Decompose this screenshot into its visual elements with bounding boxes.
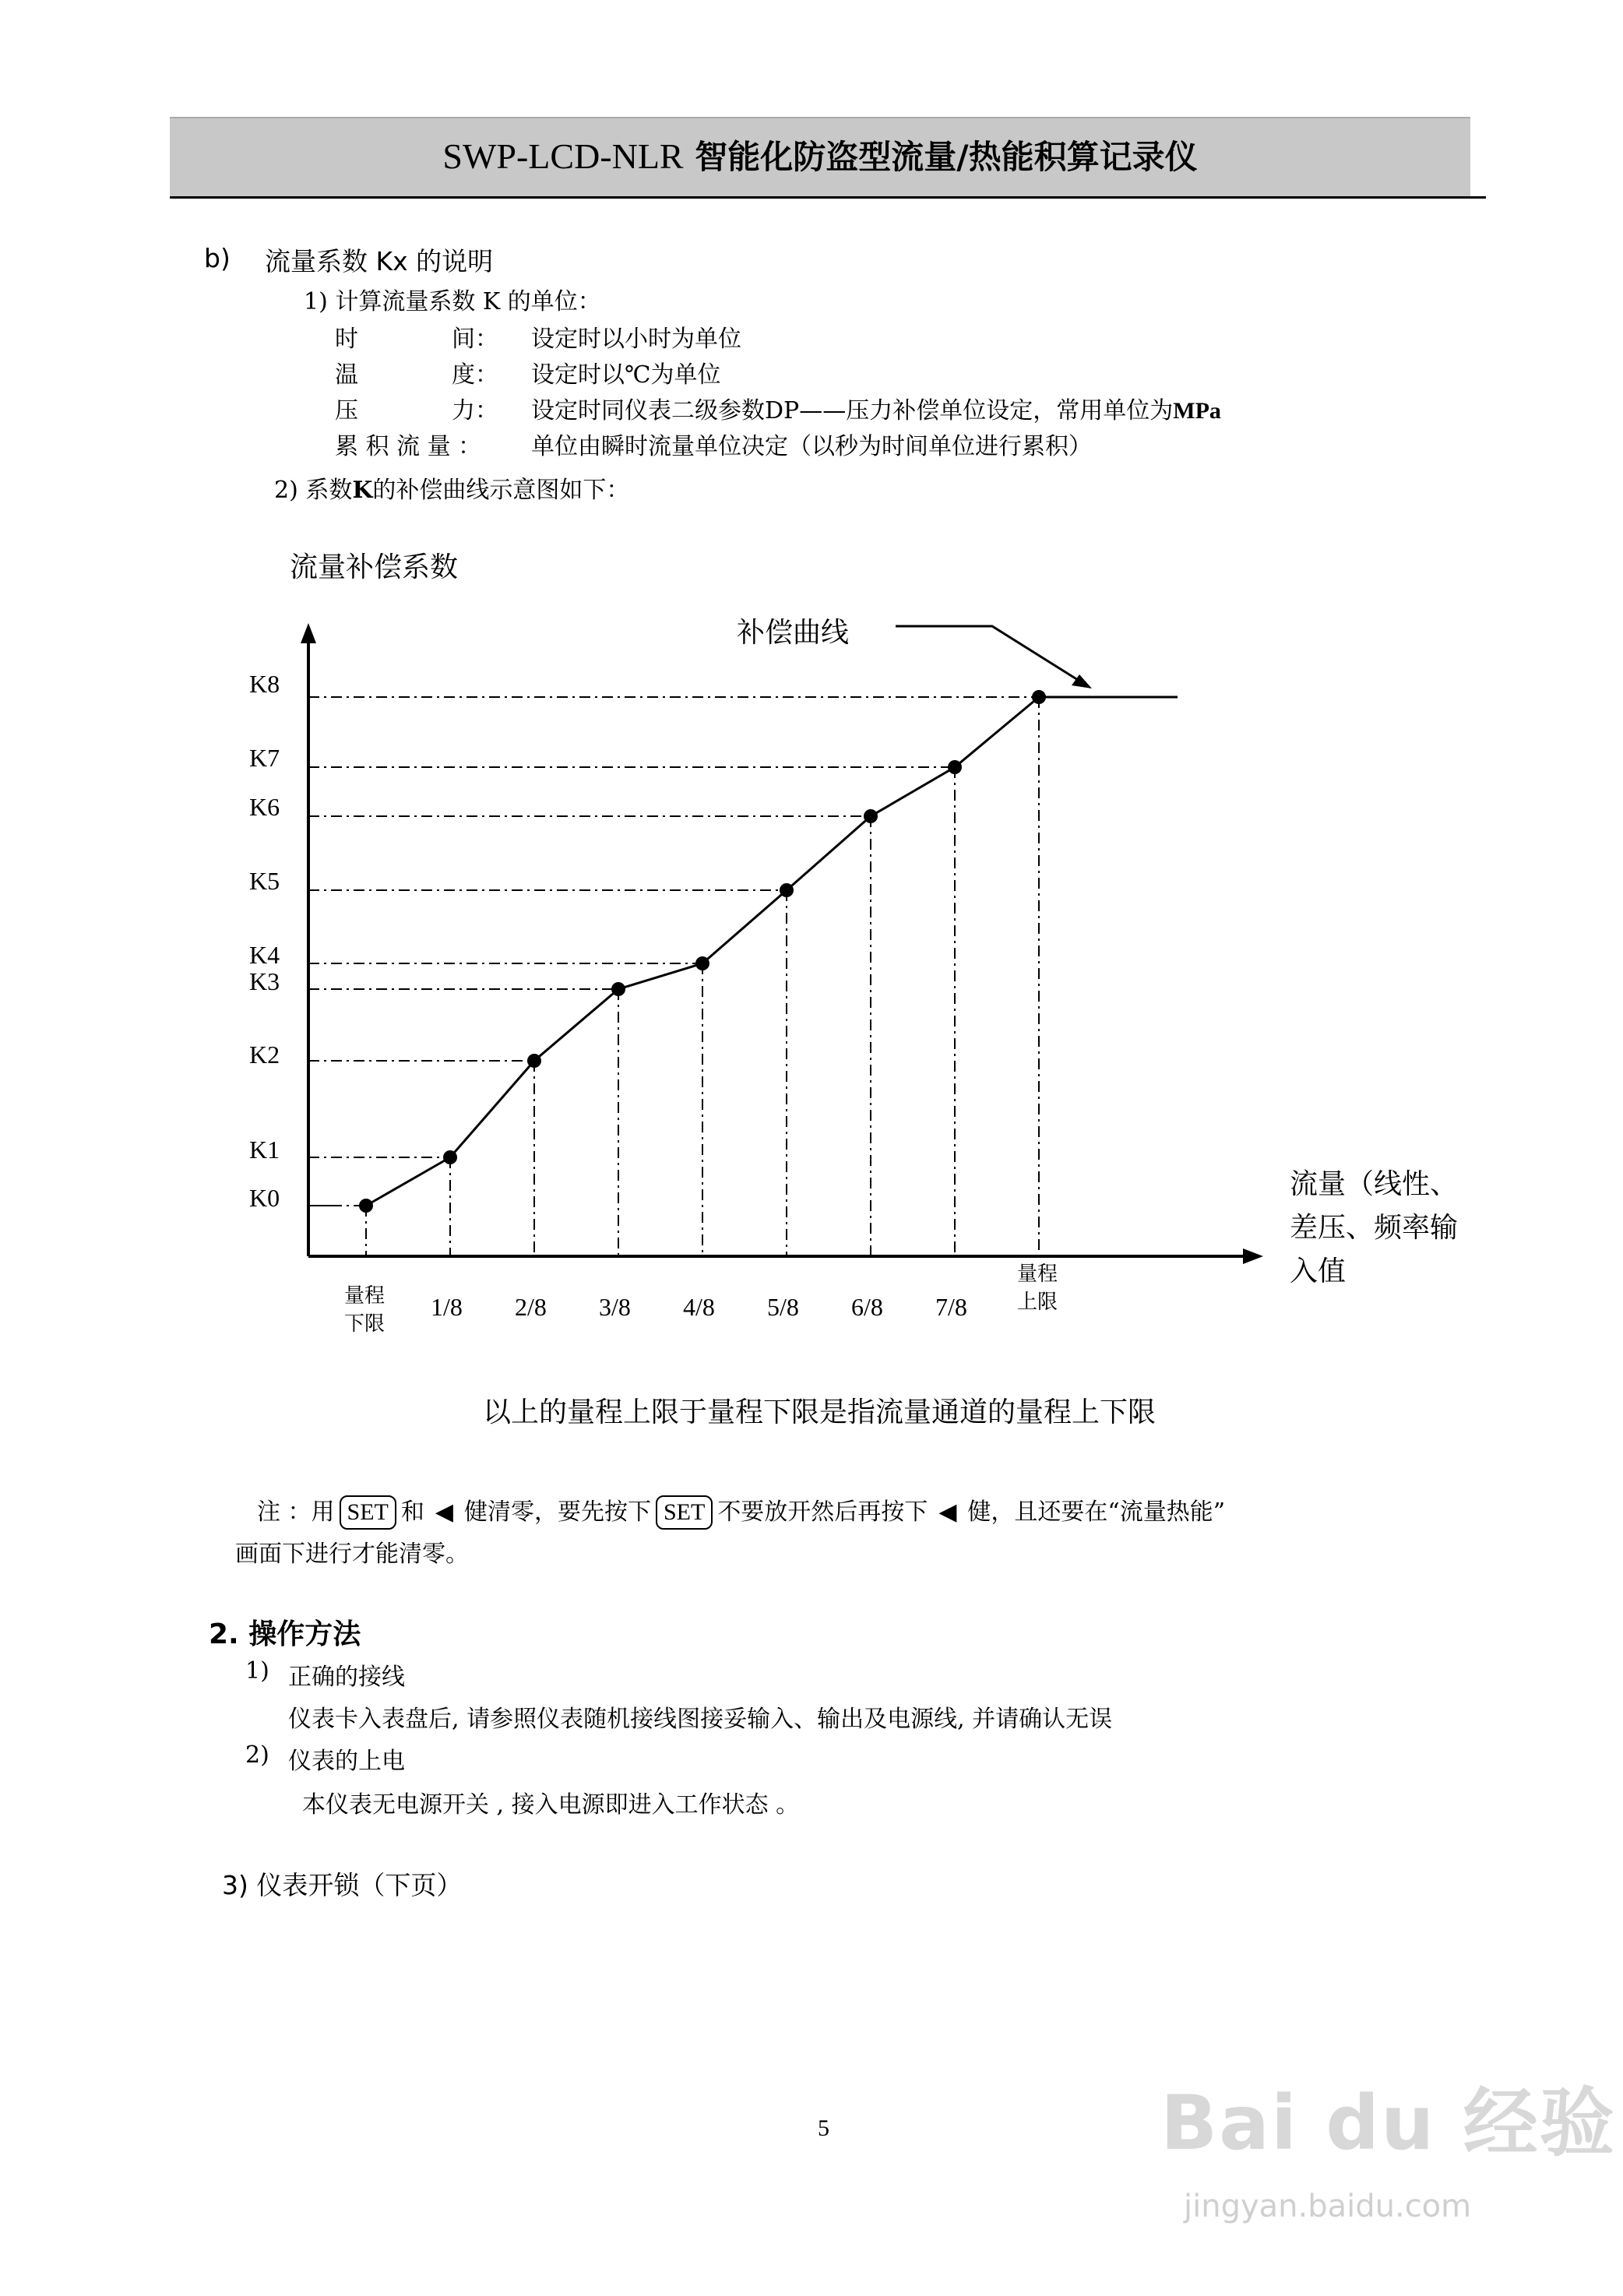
chart-curve-label: 补偿曲线 [737,617,850,649]
curve-point-K6 [864,809,878,823]
section2-num: 2. [209,1618,239,1650]
x-tick-label-0 [344,1282,385,1338]
section2-heading [209,1612,361,1652]
x-tick-label-1: 1/8 [431,1293,463,1321]
y-tick-label-K2: K2 [249,1041,280,1069]
curve-point-K1 [443,1150,457,1164]
x-tick-label-6: 6/8 [851,1293,883,1321]
note-mid3: 健，且还要在“流量热能” [967,1498,1226,1526]
y-tick-label-K3: K3 [249,967,280,995]
curve-point-K3 [611,982,625,996]
section2-item2-num: 2) [245,1741,269,1769]
y-tick-label-K0: K0 [249,1184,280,1212]
curve-point-K5 [780,883,794,897]
curve-point-K7 [948,760,962,774]
y-tick-label-K7: K7 [249,744,280,772]
chart-xlabel-line1: 流量（线性、 [1290,1168,1459,1200]
section-b-item1: 1) 计算流量系数 K 的单位： [304,288,601,315]
y-tick-label-K5: K5 [249,867,280,895]
curve-point-K4 [695,956,709,970]
note-line1 [257,1495,1225,1530]
curve-point-K8 [1032,690,1046,704]
section-b-heading: 流量系数 Kx 的说明 [265,246,494,276]
section2-item1-title: 正确的接线 [288,1664,405,1691]
x-tick-label-2: 2/8 [515,1293,547,1321]
watermark-url: jingyan.baidu.com [1184,2189,1472,2224]
item2-pre: 2) 系数 [274,477,353,504]
chart-axes [301,623,1263,1264]
section2-item1-num: 1) [245,1657,269,1685]
section2-item3: 3) 仪表开锁（下页） [222,1870,463,1900]
unit-time-desc: 设定时以小时为单位 [531,326,741,353]
header-title-cn: 智能化防盗型流量/热能积算记录仪 [695,138,1198,176]
unit-pressure-mpa: MPa [1173,398,1221,424]
item2-post: 的补偿曲线示意图如下： [372,477,630,504]
section2-item1-body: 仪表卡入表盘后, 请参照仪表随机接线图接妥输入、输出及电源线, 并请确认无误 [288,1706,1113,1733]
item2-bold: K [352,477,373,504]
unit-time-name: 时 间： [335,326,498,353]
x-tick-label-7: 7/8 [935,1293,967,1321]
unit-flow-name: 累 积 流 量 ： [335,433,482,460]
chart-xlabel-line3: 入值 [1290,1255,1347,1287]
y-tick-label-K6: K6 [249,793,280,821]
set-key-icon: SET [340,1495,396,1530]
x-tick-label-8-line-0: 量程 [1017,1262,1058,1286]
y-tick-label-K1: K1 [249,1136,280,1164]
chart-caption: 以上的量程上限于量程下限是指流量通道的量程上下限 [483,1396,1157,1428]
unit-pressure-name: 压 力： [335,397,498,424]
y-tick-label-K4: K4 [249,941,280,969]
x-tick-label-5: 5/8 [767,1293,799,1321]
curve-point-K2 [527,1054,541,1068]
unit-temp-desc: 设定时以℃为单位 [531,361,721,389]
left-arrow-key-icon-2: ◀ [938,1498,957,1526]
baidu-jingyan-watermark: Bai du 经验 [1160,2079,1616,2167]
x-tick-label-8 [1017,1260,1058,1316]
unit-pressure-desc-text: 设定时同仪表二级参数DP——压力补偿单位设定，常用单位为 [531,397,1174,424]
note-mid2: 不要放开然后再按下 [717,1498,928,1526]
unit-flow-desc: 单位由瞬时流量单位决定（以秒为时间单位进行累积） [531,433,1092,460]
y-tick-label-K8: K8 [249,670,280,698]
left-arrow-key-icon: ◀ [435,1498,453,1526]
x-tick-label-8-line-1: 上限 [1017,1291,1058,1314]
section2-item2-title: 仪表的上电 [288,1748,405,1775]
note-line2: 画面下进行才能清零。 [235,1541,469,1568]
x-tick-label-4: 4/8 [683,1293,715,1321]
callout-line [896,626,1084,684]
note-mid1: 健清零，要先按下 [463,1498,651,1526]
x-tick-label-3: 3/8 [599,1293,631,1321]
set-key-icon-2: SET [656,1495,713,1530]
section2-item2-body: 本仪表无电源开关 , 接入电源即进入工作状态 。 [302,1791,800,1819]
x-tick-label-0-line-1: 下限 [344,1312,386,1336]
x-tick-label-0-line-0: 量程 [344,1284,386,1308]
section2-title: 操作方法 [248,1618,361,1650]
note-and: 和 [400,1498,424,1526]
curve-point-K0 [359,1199,373,1213]
chart-xlabel-line2: 差压、频率输 [1290,1212,1459,1244]
note-lead: 注 ：用 [257,1498,335,1526]
unit-temp-name: 温 度： [335,361,498,389]
header-model: SWP-LCD-NLR [442,136,684,176]
page-number: 5 [818,2115,829,2141]
section-b-marker: b) [204,243,231,273]
chart-ylabel: 流量补偿系数 [290,551,459,583]
